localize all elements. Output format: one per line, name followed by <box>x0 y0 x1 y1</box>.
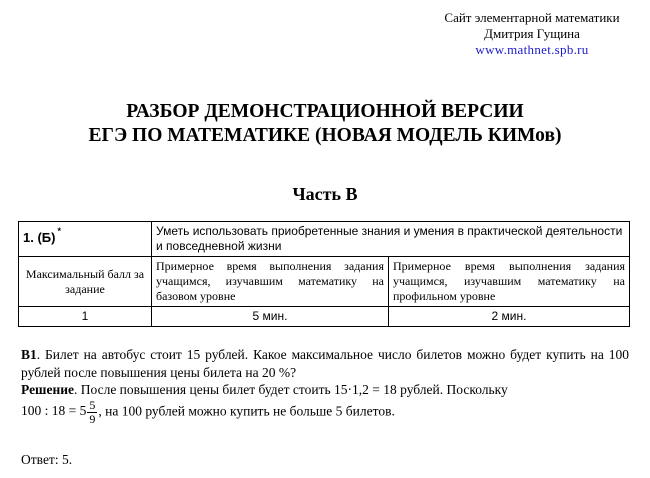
site-header-line2: Дмитрия Гущина <box>484 26 580 41</box>
problem-label: В1 <box>21 347 37 362</box>
problem-content <box>21 346 629 426</box>
task-number: 1. (Б) * <box>23 226 61 246</box>
footnote-mark: * <box>57 226 61 236</box>
task-values-row <box>19 307 630 327</box>
formula-price: 15·1,2 = 18 <box>334 382 397 397</box>
task-number-cell <box>19 222 152 257</box>
fraction <box>87 399 97 426</box>
task-columns-row <box>19 257 630 307</box>
formula-division: 100 : 18 = 5 $\frac{5}{9}$ <box>21 397 96 426</box>
basic-level-time-value: 5 мин. <box>152 307 389 327</box>
fraction-numerator: 5 <box>89 397 96 412</box>
solution-label: Решение <box>21 382 74 397</box>
task-header-row <box>19 222 630 257</box>
answer: Ответ: 5. <box>21 452 73 467</box>
site-header <box>418 10 646 58</box>
task-skill-text: Уметь использовать приобретенные знания и умения в практической деятельности и повседневной жизни <box>156 224 623 253</box>
solution-text: Решение. После повышения цены билет будет стоить 15·1,2 = 18 рублей. Поскольку 100 : 18 = 5 $\frac{5}{9}$ , на 100 рублей можно купить не больше 5 билетов. <box>21 382 508 426</box>
site-url-link[interactable]: www.mathnet.spb.ru <box>475 42 589 57</box>
basic-level-time-header: Примерное время выполнения задания учащимся, изучавшим математику на базовом уровне <box>152 257 389 307</box>
document-title <box>0 100 650 148</box>
max-score-value: 1 <box>19 307 152 327</box>
fraction-denominator: 9 <box>89 411 96 426</box>
task-info-table <box>18 221 630 327</box>
problem-text: . Билет на автобус стоит 15 рублей. Какое максимальное число билетов можно будет купить на 100 рублей после повышения цены билета на 20 %? <box>21 347 629 380</box>
max-score-header: Максимальный балл за задание <box>19 257 152 307</box>
site-header-line1: Сайт элементарной математики <box>444 10 620 25</box>
problem-statement <box>21 346 629 381</box>
profile-level-time-value: 2 мин. <box>389 307 630 327</box>
document-title-line1: РАЗБОР ДЕМОНСТРАЦИОННОЙ ВЕРСИИ <box>126 101 524 122</box>
profile-level-time-header: Примерное время выполнения задания учащимся, изучавшим математику на профильном уровне <box>389 257 630 307</box>
task-skill-cell <box>152 222 630 257</box>
part-title: Часть В <box>292 184 358 204</box>
document-title-line2: ЕГЭ ПО МАТЕМАТИКЕ (НОВАЯ МОДЕЛЬ КИМов) <box>88 125 562 146</box>
